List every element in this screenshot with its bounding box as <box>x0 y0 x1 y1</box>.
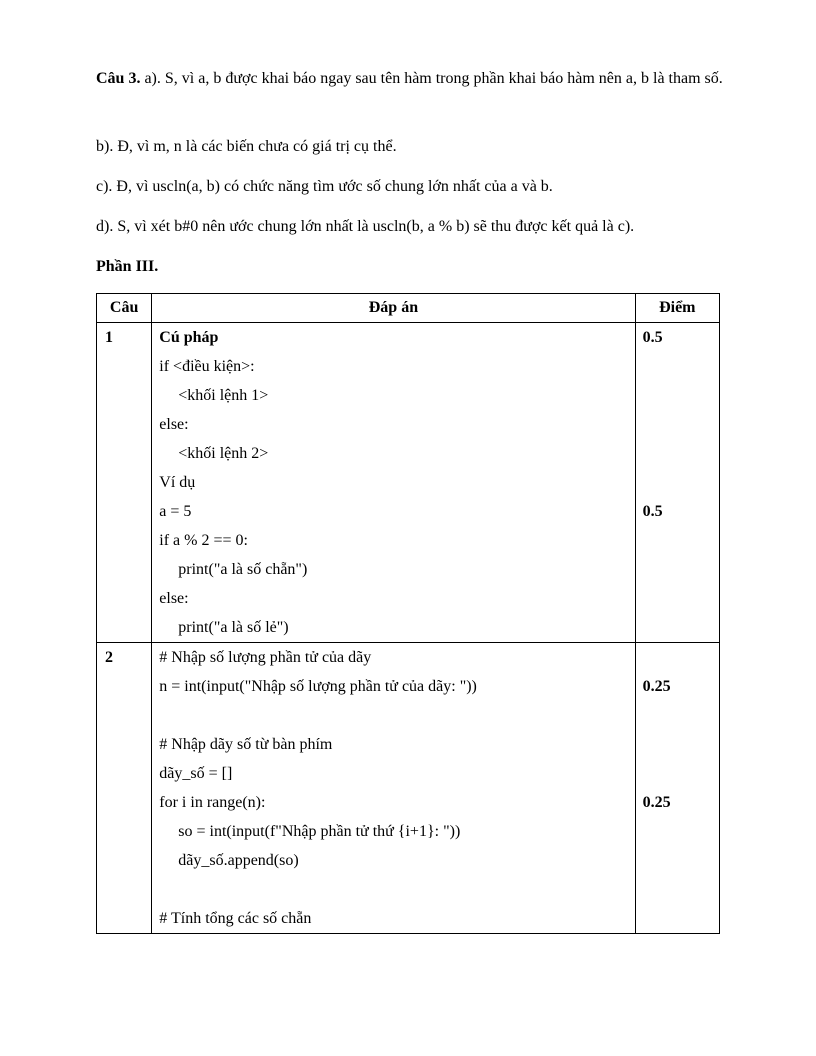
header-answer: Đáp án <box>152 294 635 323</box>
cau3-paragraph-a <box>96 64 724 93</box>
row2-line: for i in range(n): <box>159 794 266 811</box>
table-row <box>97 323 720 643</box>
row1-line: else: <box>159 416 189 433</box>
cau3-answer-c: c). Đ, vì uscln(a, b) có chức năng tìm ước số chung lớn nhất của a và b. <box>96 178 553 195</box>
row2-score-cell <box>635 643 719 934</box>
row1-score-example: 0.5 <box>642 503 663 520</box>
row2-answer-cell <box>152 643 635 934</box>
header-score: Điểm <box>635 294 719 323</box>
row2-line: so = int(input(f"Nhập phần tử thứ {i+1}: ")) <box>178 823 461 840</box>
row2-number: 2 <box>105 649 113 666</box>
row1-line: print("a là số chẵn") <box>178 561 308 578</box>
row2-score-loop: 0.25 <box>642 794 671 811</box>
row1-line: <khối lệnh 1> <box>178 387 269 404</box>
row1-score-syntax: 0.5 <box>642 329 663 346</box>
row1-number-cell <box>97 323 152 643</box>
row1-line: print("a là số lẻ") <box>178 619 289 636</box>
table-header-row <box>97 294 720 323</box>
answer-table <box>96 293 720 934</box>
row1-score-cell <box>635 323 719 643</box>
row2-line: dãy_số.append(so) <box>178 852 299 869</box>
row1-line: <khối lệnh 2> <box>178 445 269 462</box>
row1-answer-cell <box>152 323 635 643</box>
row2-number-cell <box>97 643 152 934</box>
table-row <box>97 643 720 934</box>
cau3-answer-a: a). S, vì a, b được khai báo ngay sau tên hàm trong phần khai báo hàm nên a, b là tham số. <box>140 70 723 87</box>
cau3-answer-b: b). Đ, vì m, n là các biến chưa có giá trị cụ thể. <box>96 138 397 155</box>
cau3-label: Câu 3. <box>96 70 141 87</box>
header-question: Câu <box>97 294 152 323</box>
row2-line: # Tính tổng các số chẵn <box>159 910 312 927</box>
row1-line: if <điều kiện>: <box>159 358 255 375</box>
row1-line: Cú pháp <box>159 329 219 346</box>
cau3-answer-d: d). S, vì xét b#0 nên ước chung lớn nhất là uscln(b, a % b) sẽ thu được kết quả là c). <box>96 218 635 235</box>
row1-line: a = 5 <box>159 503 192 520</box>
row2-line: # Nhập dãy số từ bàn phím <box>159 736 333 753</box>
section-title: Phần III. <box>96 258 159 275</box>
row1-number: 1 <box>105 329 113 346</box>
row2-line: n = int(input("Nhập số lượng phần tử của dãy: ")) <box>159 678 477 695</box>
row2-line: dãy_số = [] <box>159 765 233 782</box>
row1-line: Ví dụ <box>159 474 196 491</box>
row1-line: if a % 2 == 0: <box>159 532 248 549</box>
row2-line: # Nhập số lượng phần tử của dãy <box>159 649 372 666</box>
row2-score-input: 0.25 <box>642 678 671 695</box>
row1-line: else: <box>159 590 189 607</box>
